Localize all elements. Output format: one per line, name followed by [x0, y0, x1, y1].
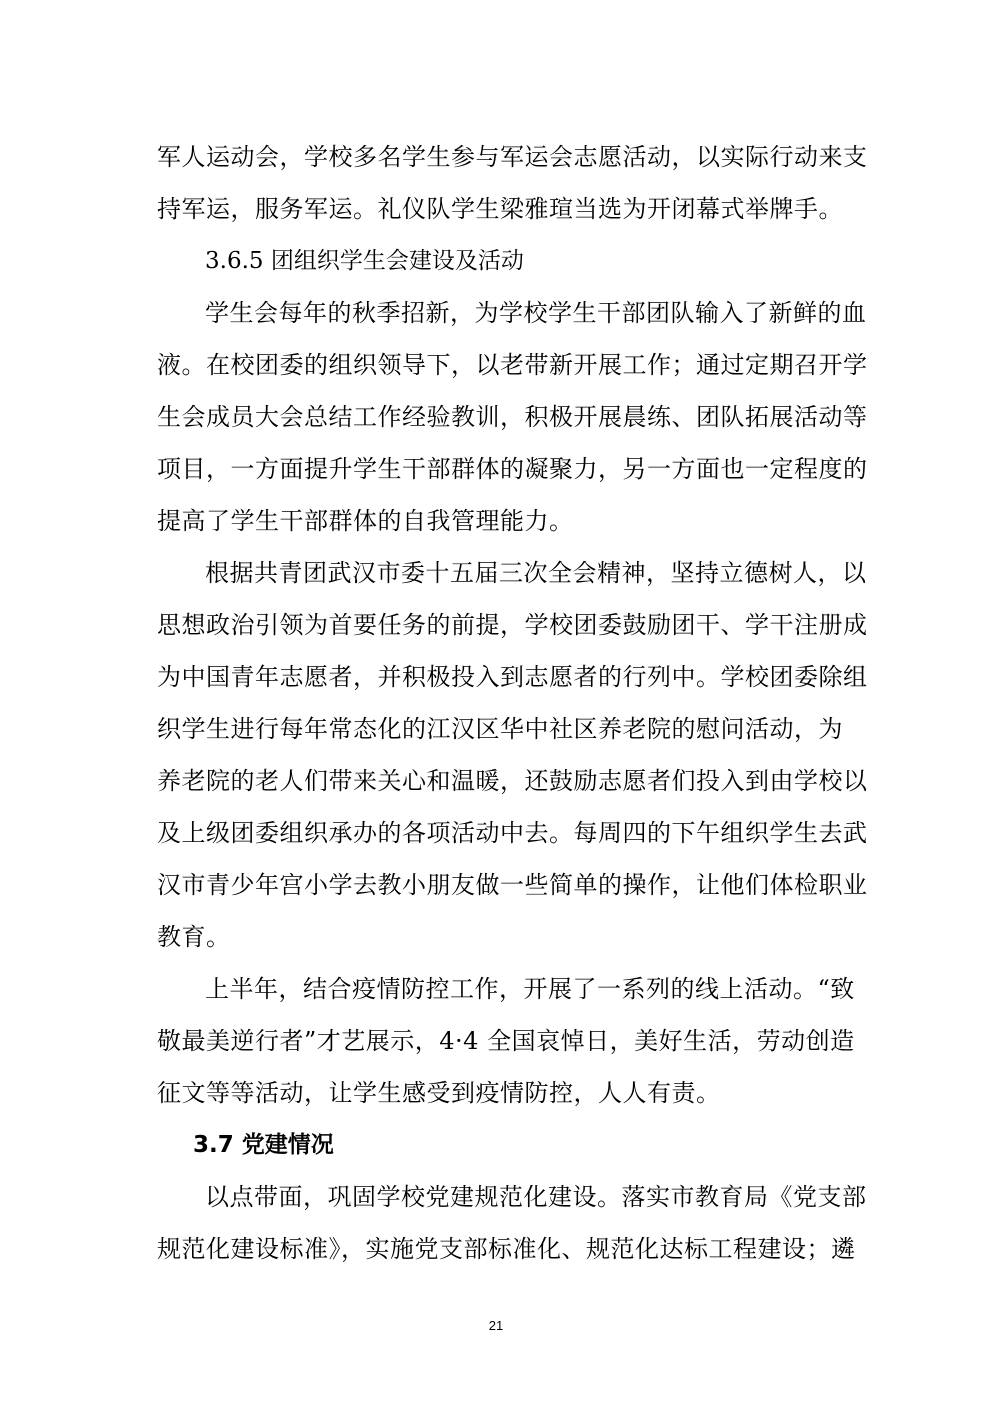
paragraph-line: 以点带面，巩固学校党建规范化建设。落实市教育局《党支部 — [205, 1183, 867, 1211]
section-heading-3-6-5: 3.6.5 团组织学生会建设及活动 — [205, 248, 524, 274]
paragraph-line: 根据共青团武汉市委十五届三次全会精神，坚持立德树人，以 — [205, 559, 867, 587]
paragraph-line: 思想政治引领为首要任务的前提，学校团委鼓励团干、学干注册成 — [157, 611, 868, 639]
paragraph-line: 持军运，服务军运。礼仪队学生梁雅瑄当选为开闭幕式举牌手。 — [157, 195, 843, 223]
paragraph-line: 规范化建设标准》，实施党支部标准化、规范化达标工程建设；遴 — [157, 1235, 856, 1263]
page-number: 21 — [488, 1318, 504, 1333]
paragraph-line: 生会成员大会总结工作经验教训，积极开展晨练、团队拓展活动等 — [157, 403, 868, 431]
paragraph-line: 及上级团委组织承办的各项活动中去。每周四的下午组织学生去武 — [157, 819, 868, 847]
paragraph-line: 征文等等活动，让学生感受到疫情防控，人人有责。 — [157, 1079, 721, 1107]
section-heading-3-7: 3.7 党建情况 — [193, 1132, 334, 1158]
paragraph-line: 学生会每年的秋季招新，为学校学生干部团队输入了新鲜的血 — [205, 299, 867, 327]
paragraph-line: 项目，一方面提升学生干部群体的凝聚力，另一方面也一定程度的 — [157, 455, 868, 483]
paragraph-line: 织学生进行每年常态化的江汉区华中社区养老院的慰问活动，为 — [157, 715, 843, 743]
paragraph-line: 养老院的老人们带来关心和温暖，还鼓励志愿者们投入到由学校以 — [157, 767, 868, 795]
paragraph-line: 上半年，结合疫情防控工作，开展了一系列的线上活动。“致 — [205, 975, 855, 1003]
paragraph-line: 为中国青年志愿者，并积极投入到志愿者的行列中。学校团委除组 — [157, 663, 868, 691]
paragraph-line: 教育。 — [157, 923, 231, 951]
paragraph-line: 军人运动会，学校多名学生参与军运会志愿活动，以实际行动来支 — [157, 143, 868, 171]
paragraph-line: 敬最美逆行者”才艺展示，4·4 全国哀悼日，美好生活，劳动创造 — [157, 1027, 855, 1055]
paragraph-line: 提高了学生干部群体的自我管理能力。 — [157, 507, 574, 535]
paragraph-line: 液。在校团委的组织领导下，以老带新开展工作；通过定期召开学 — [157, 351, 868, 379]
paragraph-line: 汉市青少年宫小学去教小朋友做一些简单的操作，让他们体检职业 — [157, 871, 868, 899]
